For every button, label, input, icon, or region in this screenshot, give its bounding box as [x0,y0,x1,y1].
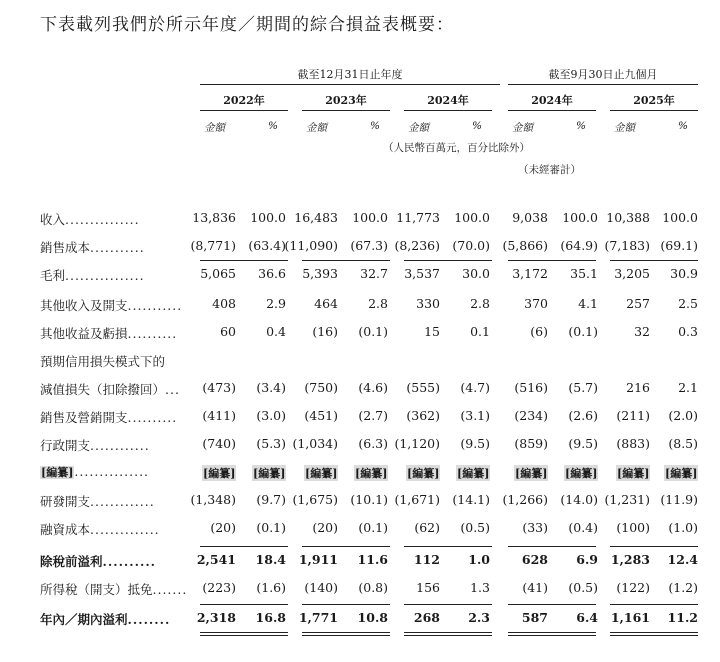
value-cell: (0.1) [358,520,388,535]
total-rule [508,604,596,605]
page-title: 下表載列我們於所示年度／期間的綜合損益表概要： [40,15,454,35]
value-cell: 2.1 [678,380,698,395]
value-cell: (122) [616,580,650,595]
value-cell: (7,183) [604,238,650,253]
year-header-rule [200,110,288,111]
row-label [40,464,149,480]
row-label [40,352,165,370]
leader-dots: ........ [127,612,171,627]
value-cell: (223) [202,580,236,595]
value-cell: 16,483 [294,210,338,225]
row-label-text: 融資成本 [40,522,91,537]
value-cell: 2.3 [468,610,490,625]
value-cell: 156 [416,580,440,595]
leader-dots: ........... [90,240,145,255]
total-rule [302,632,390,633]
row-label [40,408,177,426]
leader-dots: ........... [127,298,183,313]
value-cell: (0.1) [256,520,286,535]
value-cell: 100.0 [352,210,388,225]
value-cell: 36.6 [258,266,286,281]
total-rule [302,604,390,605]
value-cell: (0.5) [460,520,490,535]
leader-dots: .............. [90,522,160,537]
value-cell: 18.4 [255,552,286,567]
group-header-nine-months-rule [508,84,698,85]
value-cell: (5,866) [502,238,548,253]
value-cell: 4.1 [578,296,598,311]
value-cell: 2.5 [678,296,698,311]
value-cell: (740) [202,436,236,451]
value-cell: (5.3) [256,436,286,451]
redacted-cell: [編纂] [253,467,286,480]
leader-dots: .......... [127,410,178,425]
value-cell: 9,038 [512,210,548,225]
year-header: 2024年 [531,94,573,107]
row-label-text: 減值損失（扣除撥回） [40,382,166,397]
value-cell: 3,172 [512,266,548,281]
group-header-annual-rule [200,84,500,85]
value-cell: (859) [514,436,548,451]
total-rule [302,260,390,261]
value-cell: (9.7) [256,492,286,507]
year-header-rule [508,110,596,111]
value-cell: (16) [312,324,338,339]
row-label [40,210,140,228]
value-cell: 2.8 [368,296,388,311]
value-cell: (0.5) [568,580,598,595]
total-rule [610,546,698,547]
row-label [40,610,170,628]
year-header: 2025年 [633,94,675,107]
total-rule [508,632,596,633]
value-cell: 5,065 [200,266,236,281]
value-cell: 2,541 [196,552,236,567]
amount-header: 金額 [614,122,635,134]
value-cell: 1.0 [468,552,490,567]
value-cell: 100.0 [662,210,698,225]
leader-dots: ............. [90,494,155,509]
value-cell: (70.0) [452,238,490,253]
value-cell: (473) [202,380,236,395]
redacted-cell: [編纂] [355,467,388,480]
row-label [40,520,160,538]
value-cell: (6) [530,324,548,339]
value-cell: (4.6) [358,380,388,395]
value-cell: (555) [406,380,440,395]
value-cell: (1.2) [668,580,698,595]
leader-dots: ....... [152,582,188,597]
total-rule [404,604,492,605]
total-rule [610,632,698,633]
value-cell: 587 [521,610,548,625]
value-cell: 112 [413,552,440,567]
value-cell: 2.9 [266,296,286,311]
year-header-rule [610,110,698,111]
row-label [40,380,180,398]
total-rule [302,546,390,547]
value-cell: 628 [521,552,548,567]
value-cell: 32 [634,324,650,339]
percent-header: % [472,120,482,132]
value-cell: (1.0) [668,520,698,535]
total-rule-double [508,635,596,636]
row-label-text: 除稅前溢利 [40,554,103,569]
value-cell: (411) [202,408,236,423]
row-label-text: 行政開支 [40,438,91,453]
total-rule-double [404,635,492,636]
value-cell: (14.0) [560,492,598,507]
leader-dots: ............... [74,464,150,479]
value-cell: 3,537 [404,266,440,281]
leader-dots: ... [165,382,180,397]
value-cell: 1,911 [298,552,338,567]
total-rule [610,260,698,261]
value-cell: 100.0 [250,210,286,225]
row-label [40,436,150,454]
value-cell: 1,283 [610,552,650,567]
total-rule-double [200,635,288,636]
value-cell: 257 [626,296,650,311]
value-cell: 32.7 [360,266,388,281]
value-cell: (883) [616,436,650,451]
redacted-cell: [編纂] [617,467,650,480]
leader-dots: .......... [127,326,178,341]
value-cell: (2.7) [358,408,388,423]
value-cell: (750) [304,380,338,395]
year-header-rule [302,110,390,111]
total-rule [508,546,596,547]
value-cell: 330 [416,296,440,311]
year-header: 2023年 [325,94,367,107]
value-cell: 1,161 [610,610,650,625]
redacted-cell: [編纂] [457,467,490,480]
value-cell: 10,388 [606,210,650,225]
value-cell: 11,773 [396,210,440,225]
value-cell: (8,236) [394,238,440,253]
redacted-cell: [編纂] [407,467,440,480]
value-cell: (20) [312,520,338,535]
value-cell: (1.6) [256,580,286,595]
total-rule [404,546,492,547]
value-cell: (3.0) [256,408,286,423]
value-cell: (62) [414,520,440,535]
percent-header: % [268,120,278,132]
row-label-text: 所得稅（開支）抵免 [40,582,153,597]
value-cell: 15 [424,324,440,339]
value-cell: (2.0) [668,408,698,423]
value-cell: 408 [212,296,236,311]
value-cell: (211) [616,408,650,423]
value-cell: 464 [314,296,338,311]
value-cell: (69.1) [660,238,698,253]
row-label [40,266,145,284]
value-cell: (9.5) [460,436,490,451]
row-label [40,238,145,256]
percent-header: % [576,120,586,132]
value-cell: (362) [406,408,440,423]
total-rule [200,632,288,633]
value-cell: 268 [413,610,440,625]
value-cell: (20) [210,520,236,535]
row-label [40,552,156,570]
value-cell: 16.8 [255,610,286,625]
value-cell: (3.4) [256,380,286,395]
value-cell: (516) [514,380,548,395]
row-label-text: 銷售及營銷開支 [40,410,128,425]
total-rule [200,604,288,605]
value-cell: (64.9) [560,238,598,253]
value-cell: 0.3 [678,324,698,339]
value-cell: (1,675) [292,492,338,507]
value-cell: (0.1) [568,324,598,339]
total-rule [404,632,492,633]
value-cell: 0.1 [470,324,490,339]
total-rule-double [610,635,698,636]
value-cell: (2.6) [568,408,598,423]
percent-header: % [678,120,688,132]
amount-header: 金額 [306,122,327,134]
value-cell: (1,120) [394,436,440,451]
value-cell: (234) [514,408,548,423]
percent-header: % [370,120,380,132]
year-header: 2024年 [427,94,469,107]
row-label-text: 年內／期內溢利 [40,612,128,627]
row-label-text: 其他收益及虧損 [40,326,128,341]
value-cell: 5,393 [302,266,338,281]
row-label [40,492,155,510]
value-cell: 11.2 [667,610,698,625]
value-cell: (100) [616,520,650,535]
total-rule [508,260,596,261]
group-header-nine-months: 截至9月30日止九個月 [548,68,658,81]
redacted-cell: [編纂] [203,467,236,480]
value-cell: 60 [220,324,236,339]
value-cell: (1,348) [190,492,236,507]
value-cell: 6.9 [576,552,598,567]
leader-dots: ................ [65,268,145,283]
value-cell: (1,671) [394,492,440,507]
unaudited-note: （未經審計） [518,164,581,176]
value-cell: 2.8 [470,296,490,311]
value-cell: 30.0 [462,266,490,281]
redacted-label: [編纂] [41,466,74,479]
row-label [40,296,182,314]
value-cell: 35.1 [570,266,598,281]
value-cell: (11,090) [284,238,338,253]
value-cell: (8.5) [668,436,698,451]
value-cell: (67.3) [350,238,388,253]
year-header: 2022年 [223,94,265,107]
row-label [40,324,177,342]
row-label-text: 其他收入及開支 [40,298,128,313]
value-cell: (41) [522,580,548,595]
value-cell: (451) [304,408,338,423]
value-cell: (1,231) [604,492,650,507]
value-cell: (63.4) [248,238,286,253]
value-cell: (6.3) [358,436,388,451]
value-cell: (0.1) [358,324,388,339]
row-label-text: 銷售成本 [40,240,91,255]
value-cell: 1,771 [298,610,338,625]
value-cell: (0.8) [358,580,388,595]
value-cell: (4.7) [460,380,490,395]
total-rule [200,260,288,261]
amount-header: 金額 [512,122,533,134]
row-label-text: 毛利 [40,268,66,283]
value-cell: (140) [304,580,338,595]
value-cell: 10.8 [357,610,388,625]
value-cell: (9.5) [568,436,598,451]
total-rule [610,604,698,605]
redacted-cell: [編纂] [515,467,548,480]
value-cell: (5.7) [568,380,598,395]
value-cell: (3.1) [460,408,490,423]
group-header-annual: 截至12月31日止年度 [297,68,403,81]
value-cell: 100.0 [454,210,490,225]
total-rule [200,546,288,547]
value-cell: 100.0 [562,210,598,225]
amount-header: 金額 [408,122,429,134]
row-label-text: 收入 [40,212,66,227]
value-cell: (33) [522,520,548,535]
value-cell: 216 [626,380,650,395]
unit-note: （人民幣百萬元，百分比除外） [383,142,530,154]
value-cell: 3,205 [614,266,650,281]
leader-dots: ............... [65,212,140,227]
value-cell: 2,318 [196,610,236,625]
value-cell: (14.1) [452,492,490,507]
value-cell: 12.4 [667,552,698,567]
row-label-text: 研發開支 [40,494,91,509]
value-cell: (0.4) [568,520,598,535]
redacted-cell: [編纂] [305,467,338,480]
value-cell: 1.3 [470,580,490,595]
amount-header: 金額 [204,122,225,134]
value-cell: (1,034) [292,436,338,451]
value-cell: 370 [524,296,548,311]
row-label-text: 預期信用損失模式下的 [40,354,166,369]
value-cell: 30.9 [670,266,698,281]
leader-dots: .......... [102,554,157,569]
value-cell: 6.4 [576,610,598,625]
value-cell: (10.1) [350,492,388,507]
total-rule-double [302,635,390,636]
value-cell: 11.6 [357,552,388,567]
value-cell: 0.4 [266,324,286,339]
year-header-rule [404,110,492,111]
value-cell: (8,771) [190,238,236,253]
value-cell: 13,836 [192,210,236,225]
redacted-cell: [編纂] [665,467,698,480]
value-cell: (11.9) [660,492,698,507]
value-cell: (1,266) [502,492,548,507]
total-rule [404,260,492,261]
redacted-cell: [編纂] [565,467,598,480]
leader-dots: ............ [90,438,150,453]
